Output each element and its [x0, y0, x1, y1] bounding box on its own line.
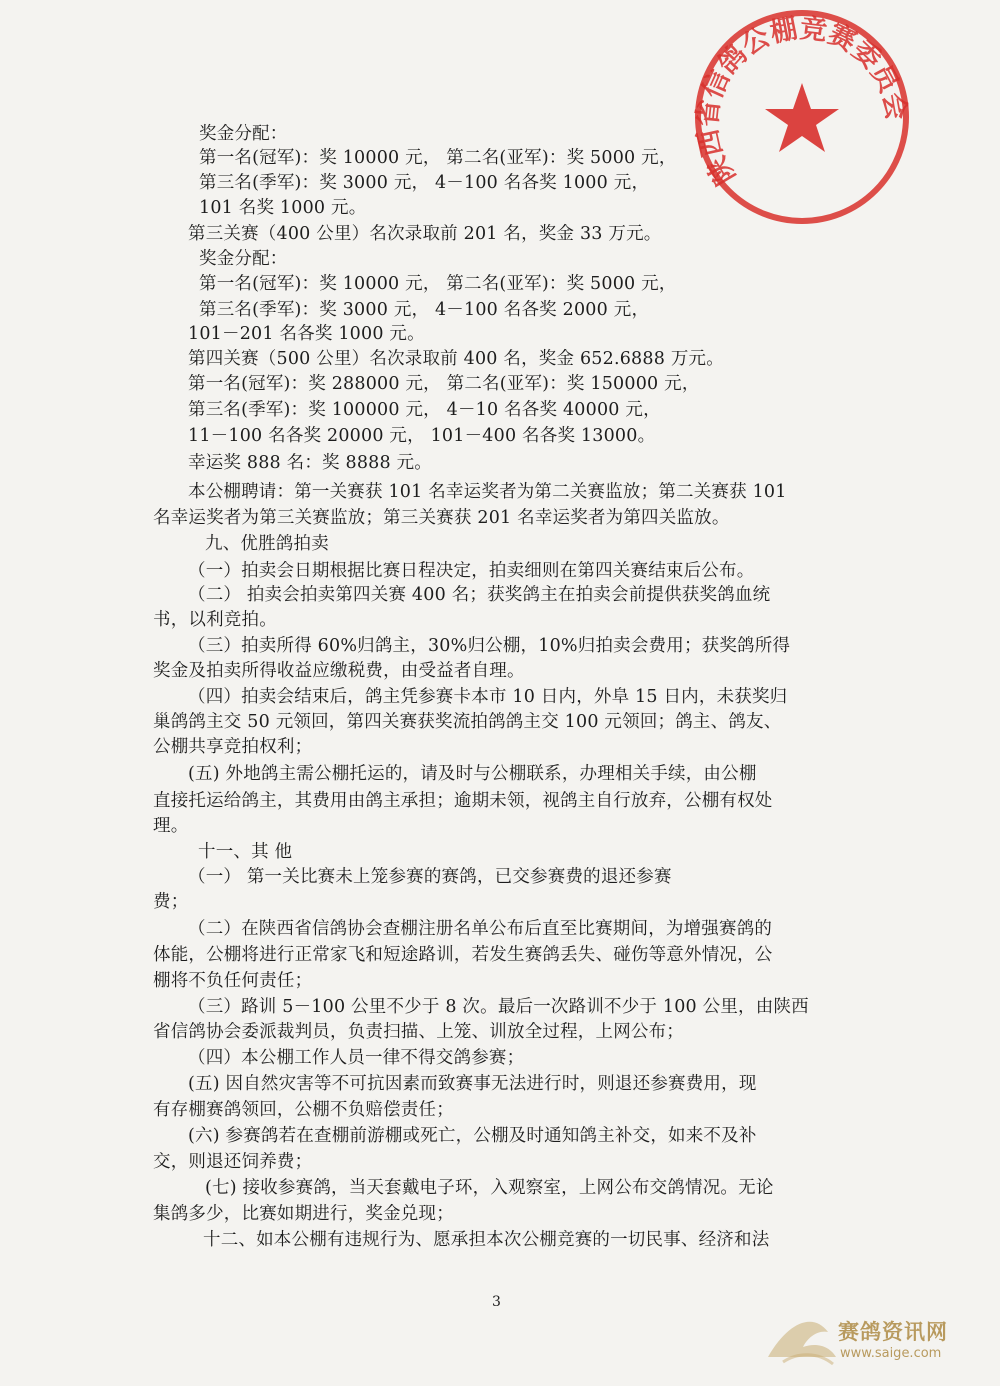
text-line: (七) 接收参赛鸽，当天套戴电子环，入观察室，上网公布交鸽情况。无论	[205, 1178, 774, 1198]
text-line: 第一名(冠军)：奖 10000 元， 第二名(亚军)：奖 5000 元，	[199, 274, 677, 294]
text-line: （一）拍卖会日期根据比赛日程决定，拍卖细则在第四关赛结束后公布。	[188, 561, 755, 581]
text-line: 棚将不负任何责任；	[153, 971, 313, 991]
text-line: （四）本公棚工作人员一律不得交鸽参赛；	[188, 1048, 525, 1068]
text-line: 费；	[153, 892, 189, 912]
text-line: (五) 因自然灾害等不可抗因素而致赛事无法进行时，则退还参赛费用，现	[188, 1074, 757, 1094]
text-line: （二） 拍卖会拍卖第四关赛 400 名；获奖鸽主在拍卖会前提供获奖鸽血统	[188, 585, 771, 605]
text-line: 集鸽多少，比赛如期进行，奖金兑现；	[153, 1204, 454, 1224]
text-line: 省信鸽协会委派裁判员，负责扫描、上笼、训放全过程，上网公布；	[153, 1022, 684, 1042]
text-line: 第四关赛（500 公里）名次录取前 400 名，奖金 652.6888 万元。	[188, 349, 724, 369]
text-line: 11－100 名各奖 20000 元， 101－400 名各奖 13000。	[188, 426, 656, 446]
text-line: 第三名(季军)：奖 3000 元， 4－100 名各奖 1000 元，	[199, 173, 650, 193]
text-line: 奖金分配：	[199, 249, 288, 269]
committee-seal	[690, 5, 915, 230]
text-line: （一） 第一关比赛未上笼参赛的赛鸽，已交参赛费的退还参赛	[188, 867, 672, 887]
text-line: 第三名(季军)：奖 3000 元， 4－100 名各奖 2000 元，	[199, 300, 650, 320]
text-line: 交，则退还饲养费；	[153, 1152, 313, 1172]
seal-text: 陕西省信鸽公棚竞赛委员会	[692, 12, 912, 190]
text-line: 有存棚赛鸽领回，公棚不负赔偿责任；	[153, 1100, 454, 1120]
text-line: （四）拍卖会结束后，鸽主凭参赛卡本市 10 日内，外阜 15 日内，未获奖归	[188, 687, 788, 707]
text-line: 奖金分配：	[199, 124, 288, 144]
text-line: 本公棚聘请：第一关赛获 101 名幸运奖者为第二关赛监放；第二关赛获 101	[188, 482, 787, 502]
text-line: 名幸运奖者为第三关赛监放；第三关赛获 201 名幸运奖者为第四关监放。	[153, 508, 730, 528]
text-line: (六) 参赛鸽若在查棚前游棚或死亡，公棚及时通知鸽主补交，如来不及补	[188, 1126, 757, 1146]
text-line: 书，以利竞拍。	[153, 610, 277, 630]
text-line: 幸运奖 888 名：奖 8888 元。	[188, 453, 432, 473]
text-line: （三）路训 5－100 公里不少于 8 次。最后一次路训不少于 100 公里，由陕西	[188, 997, 809, 1017]
text-line: 第一名(冠军)：奖 288000 元， 第二名(亚军)：奖 150000 元，	[188, 374, 700, 394]
section-heading: 九、优胜鸽拍卖	[205, 534, 329, 554]
section-heading: 十一、其 他	[198, 842, 293, 862]
text-line: 直接托运给鸽主，其费用由鸽主承担；逾期未领，视鸽主自行放弃，公棚有权处	[153, 791, 773, 811]
seal-star-icon	[765, 83, 839, 152]
text-line: 巢鸽鸽主交 50 元领回，第四关赛获奖流拍鸽鸽主交 100 元领回；鸽主、鸽友、	[153, 712, 782, 732]
text-line: (五) 外地鸽主需公棚托运的，请及时与公棚联系，办理相关手续，由公棚	[188, 764, 757, 784]
watermark-url: www.saige.com	[840, 1346, 942, 1361]
text-line: 第三关赛（400 公里）名次录取前 201 名，奖金 33 万元。	[188, 224, 662, 244]
text-line: 十二、如本公棚有违规行为、愿承担本次公棚竞赛的一切民事、经济和法	[203, 1230, 770, 1250]
text-line: 第三名(季军)：奖 100000 元， 4－10 名各奖 40000 元，	[188, 400, 661, 420]
text-line: 101－201 名各奖 1000 元。	[188, 324, 425, 344]
text-line: 体能，公棚将进行正常家飞和短途路训，若发生赛鸽丢失、碰伤等意外情况，公	[153, 945, 773, 965]
text-line: 公棚共享竞拍权利；	[153, 737, 313, 757]
page-number: 3	[492, 1294, 501, 1310]
text-line: 理。	[153, 816, 189, 836]
text-line: 第一名(冠军)：奖 10000 元， 第二名(亚军)：奖 5000 元，	[199, 148, 677, 168]
text-line: 101 名奖 1000 元。	[199, 198, 367, 218]
watermark-title: 赛鸽资讯网	[838, 1320, 948, 1344]
text-line: （二）在陕西省信鸽协会查棚注册名单公布后直至比赛期间，为增强赛鸽的	[188, 919, 773, 939]
text-line: （三）拍卖所得 60%归鸽主，30%归公棚，10%归拍卖会费用；获奖鸽所得	[188, 636, 791, 656]
text-line: 奖金及拍卖所得收益应缴税费，由受益者自理。	[153, 661, 525, 681]
